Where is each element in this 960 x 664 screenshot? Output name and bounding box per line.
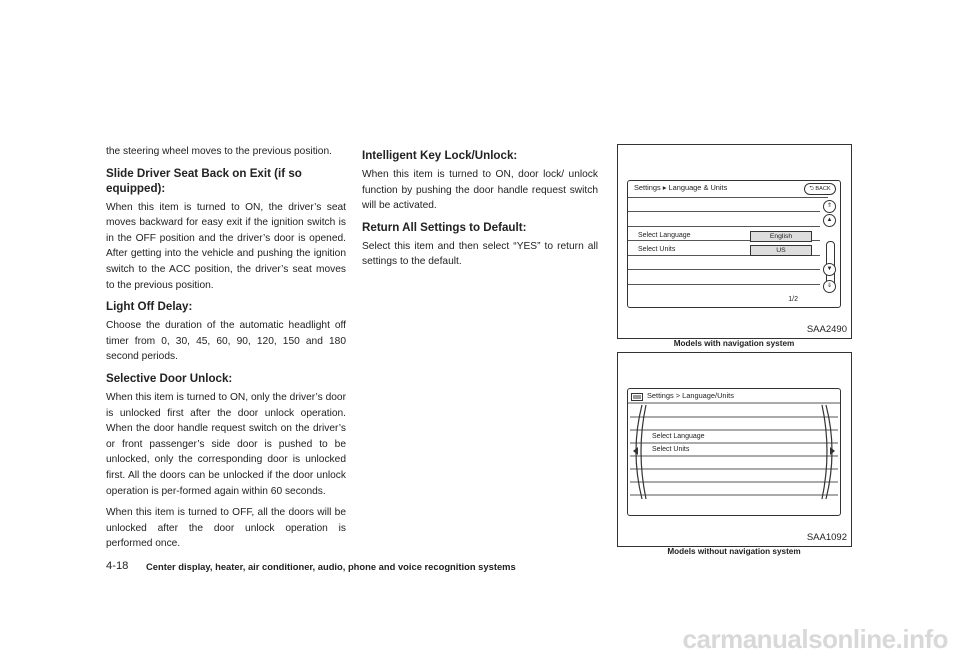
back-button — [804, 183, 836, 195]
row-label-language: Select Language — [652, 433, 705, 440]
row-label-language: Select Language — [638, 232, 691, 239]
divider — [628, 226, 820, 227]
screen-breadcrumb: Settings > Language/Units — [647, 391, 734, 400]
figure-code: SAA2490 — [806, 324, 847, 335]
back-arrow-icon: ⮌ — [809, 186, 814, 192]
scroll-up-icon: ▲ — [823, 214, 836, 227]
scroll-down-icon: ▼ — [823, 263, 836, 276]
heading-selective-door-unlock: Selective Door Unlock: — [106, 371, 233, 385]
row-label-units: Select Units — [652, 446, 690, 453]
divider — [628, 211, 820, 212]
back-label: BACK — [815, 186, 831, 192]
divider — [628, 284, 820, 285]
value-language: English — [750, 231, 812, 242]
chapter-title: Center display, heater, air conditioner, audio, phone and voice recognition systems — [146, 561, 516, 572]
display-screen — [627, 388, 841, 516]
page-up-icon: ⇑ — [823, 200, 836, 213]
watermark: carmanualsonline.info — [682, 624, 948, 654]
paragraph-intelligent-key: When this item is turned to ON, door lock/ unlock function by pushing the door handle request switch will be activated. — [362, 169, 598, 212]
intro-paragraph: the steering wheel moves to the previous position. — [106, 146, 332, 157]
paragraph-return-defaults: Select this item and then select “YES” to return all settings to the default. — [362, 240, 598, 268]
row-label-units: Select Units — [638, 246, 676, 253]
divider — [628, 269, 820, 270]
figure-caption: Models with navigation system — [673, 339, 795, 348]
heading-light-off-delay: Light Off Delay: — [106, 300, 193, 314]
heading-slide-driver-seat: Slide Driver Seat Back on Exit (if so equipped): — [106, 166, 302, 195]
figure-navigation-screen — [617, 144, 852, 339]
heading-intelligent-key: Intelligent Key Lock/Unlock: — [362, 149, 518, 162]
figure-non-navigation-screen — [617, 352, 852, 547]
paragraph-selective-door-unlock-1: When this item is turned to ON, only the driver’s door is unlocked first after the door unlock operation. When the door handle request switch on the driver’s or front passenger’s side door is pushed to be unlocked, only the corresponding door is unlocked first. All the doors can be unlocked if the door unlock operation is per-formed again within 60 seconds. — [106, 391, 346, 497]
heading-return-defaults: Return All Settings to Default: — [362, 220, 527, 234]
display-screen — [627, 180, 841, 308]
page-indicator: 1/2 — [788, 296, 798, 303]
figure-caption: Models without navigation system — [667, 547, 801, 556]
divider — [628, 197, 828, 198]
page-down-icon: ⇓ — [823, 280, 836, 293]
paragraph-selective-door-unlock-2: When this item is turned to OFF, all the doors will be unlocked after the door unlock operation is performed once. — [106, 507, 346, 550]
figure-code: SAA1092 — [806, 532, 847, 543]
paragraph-light-off-delay: Choose the duration of the automatic headlight off timer from 0, 30, 45, 60, 90, 120, 150 and 180 second periods. — [106, 320, 346, 363]
text-column-left — [106, 144, 346, 558]
text-column-middle — [362, 144, 598, 276]
screen-breadcrumb: Settings ▸ Language & Units — [634, 183, 728, 192]
value-units: US — [750, 245, 812, 256]
paragraph-slide-driver-seat: When this item is turned to ON, the driver’s seat moves backward for easy exit if the ignition switch is in the OFF position and the driver’s door is opened. After getting into the vehicle and pushing the ignition switch to the ACC position, the driver’s seat moves to the previous position. — [106, 201, 346, 291]
page-number: 4-18 — [106, 560, 129, 572]
